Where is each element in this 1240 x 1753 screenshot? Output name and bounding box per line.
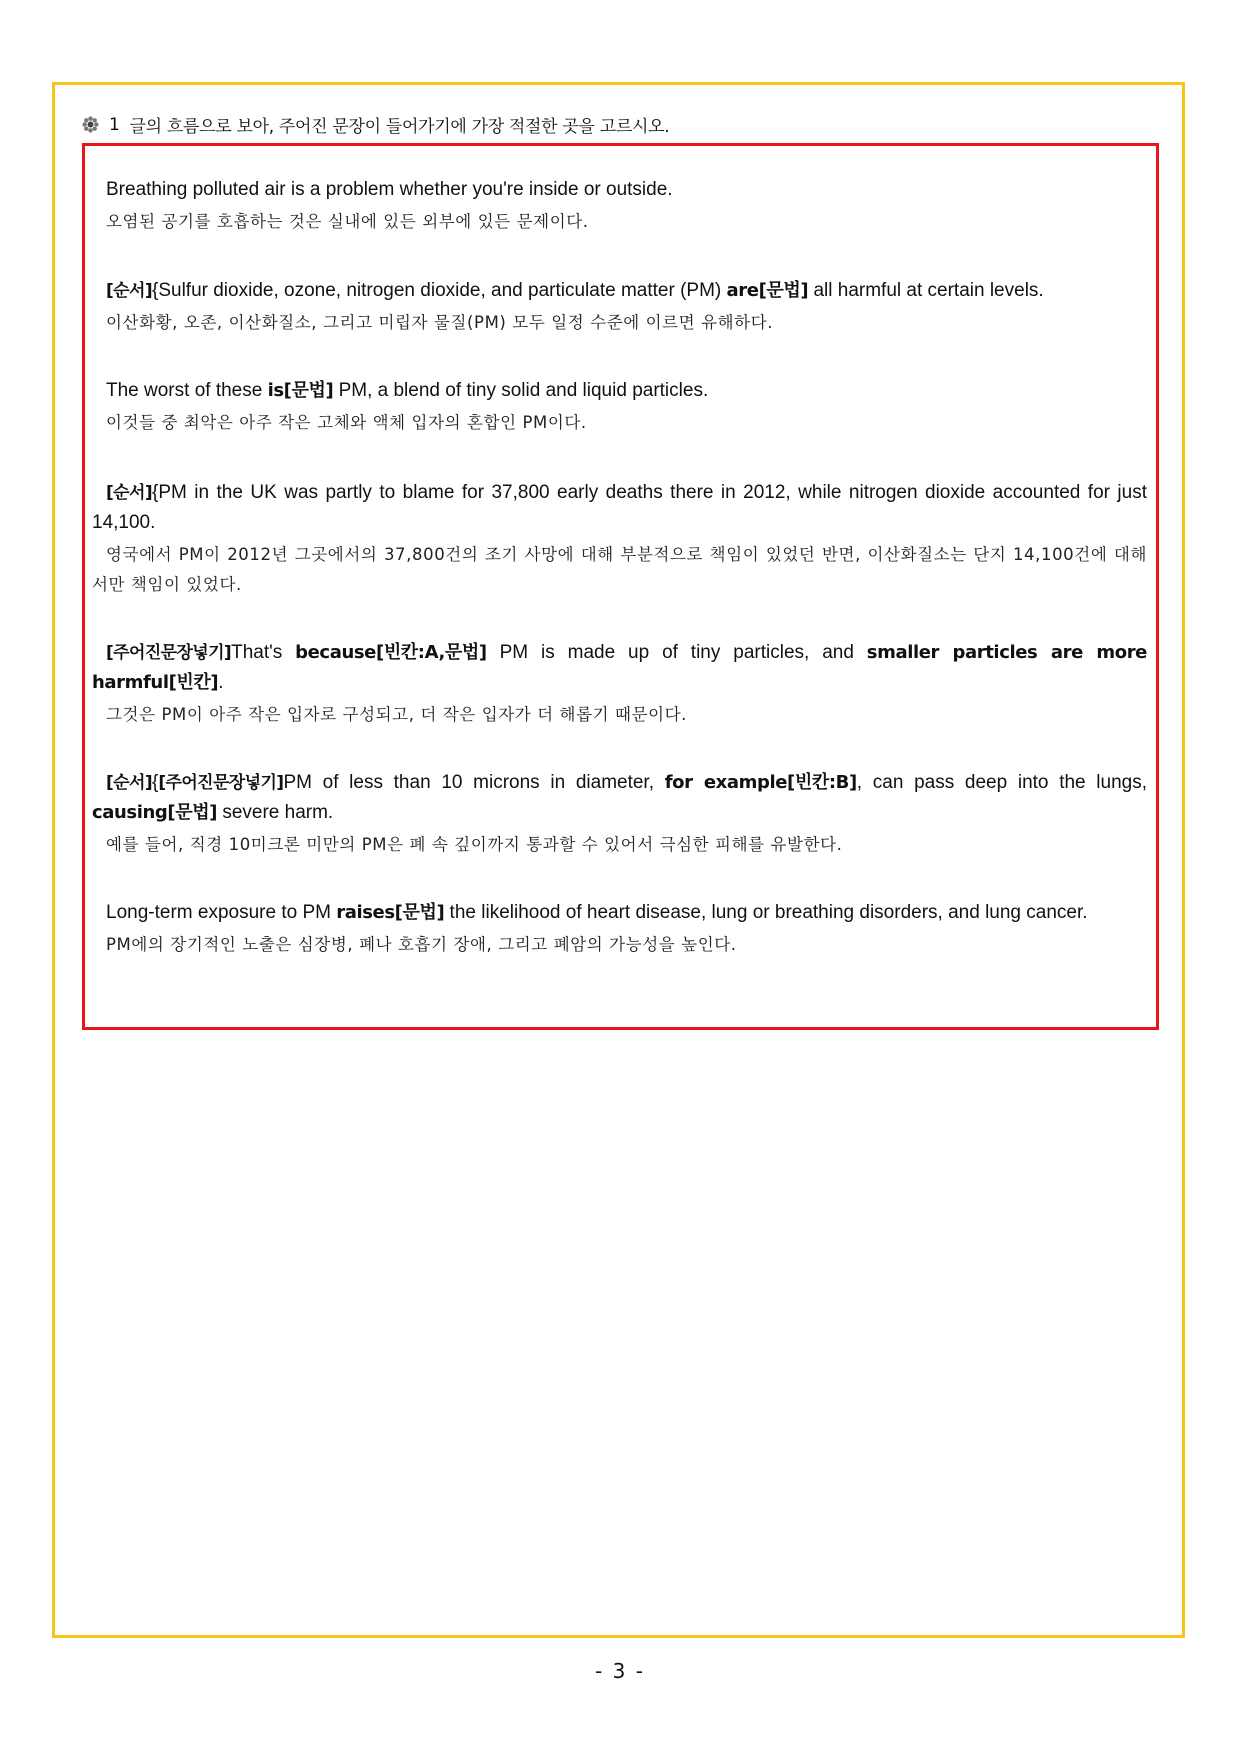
question-instruction [82, 112, 669, 137]
korean-translation: 이산화황, 오존, 이산화질소, 그리고 미립자 물질(PM) 모두 일정 수준에 이르면 유해하다. [106, 313, 774, 332]
sentence-pair-6 [92, 768, 1147, 860]
grammar-mark: causing[문법] [92, 802, 218, 823]
order-tag: [순서] [106, 773, 152, 793]
english-sentence: [순서]{Sulfur dioxide, ozone, nitrogen dioxide, and particulate matter (PM) are[문법] all harmful at certain levels. [106, 280, 1044, 301]
korean-translation: 그것은 PM이 아주 작은 입자로 구성되고, 더 작은 입자가 더 해롭기 때문이다. [106, 705, 687, 724]
english-sentence: Long-term exposure to PM raises[문법] the likelihood of heart disease, lung or breathing disorders, and lung cancer. [106, 902, 1088, 923]
blank-mark: because[빈칸:A,문법] [295, 642, 487, 663]
grammar-mark: are[문법] [726, 280, 809, 301]
english-sentence: [순서]{[주어진문장넣기]PM of less than 10 microns in diameter, for example[빈칸:B], can pass deep into the lungs, causing[문법] severe harm. [92, 772, 1148, 823]
english-sentence: [주어진문장넣기]That's because[빈칸:A,문법] PM is made up of tiny particles, and smaller particles are more harmful[빈칸]. [92, 642, 1147, 693]
page-number: - 3 - [595, 1659, 645, 1683]
insert-sentence-tag: [주어진문장넣기] [106, 643, 232, 663]
korean-translation: 이것들 중 최악은 아주 작은 고체와 액체 입자의 혼합인 PM이다. [106, 413, 587, 432]
sentence-pair-7 [92, 898, 1147, 960]
english-sentence: [순서]{PM in the UK was partly to blame for 37,800 early deaths there in 2012, while nitrogen dioxide accounted for just 14,100. [92, 482, 1147, 533]
english-sentence: Breathing polluted air is a problem whether you're inside or outside. [106, 179, 673, 200]
grammar-mark: is[문법] [267, 380, 334, 401]
korean-translation: 영국에서 PM이 2012년 그곳에서의 37,800건의 조기 사망에 대해 부분적으로 책임이 있었던 반면, 이산화질소는 단지 14,100건에 대해서만 책임이 있었다. [92, 545, 1147, 594]
grammar-mark: raises[문법] [336, 902, 445, 923]
korean-translation: 오염된 공기를 호흡하는 것은 실내에 있든 외부에 있든 문제이다. [106, 212, 589, 231]
order-tag: [순서] [106, 483, 152, 503]
korean-translation: PM에의 장기적인 노출은 심장병, 폐나 호흡기 장애, 그리고 폐암의 가능성을 높인다. [106, 935, 737, 954]
sentence-pair-2 [92, 276, 1147, 338]
question-number: 1 [109, 114, 120, 135]
english-sentence: The worst of these is[문법] PM, a blend of tiny solid and liquid particles. [106, 380, 709, 401]
sentence-pair-4 [92, 478, 1147, 600]
korean-translation: 예를 들어, 직경 10미크론 미만의 PM은 폐 속 깊이까지 통과할 수 있어서 극심한 피해를 유발한다. [106, 835, 843, 854]
flower-icon [82, 116, 99, 133]
sentence-pair-1 [92, 175, 1147, 237]
order-tag: [순서] [106, 281, 152, 301]
blank-mark: for example[빈칸:B] [664, 772, 857, 793]
question-text: 글의 흐름으로 보아, 주어진 문장이 들어가기에 가장 적절한 곳을 고르시오. [129, 117, 670, 137]
insert-sentence-tag: [주어진문장넣기] [158, 773, 284, 793]
sentence-pair-5 [92, 638, 1147, 730]
blank-mark: smaller particles are more harmful[빈칸] [92, 642, 1147, 693]
sentence-pair-3 [92, 376, 1147, 438]
